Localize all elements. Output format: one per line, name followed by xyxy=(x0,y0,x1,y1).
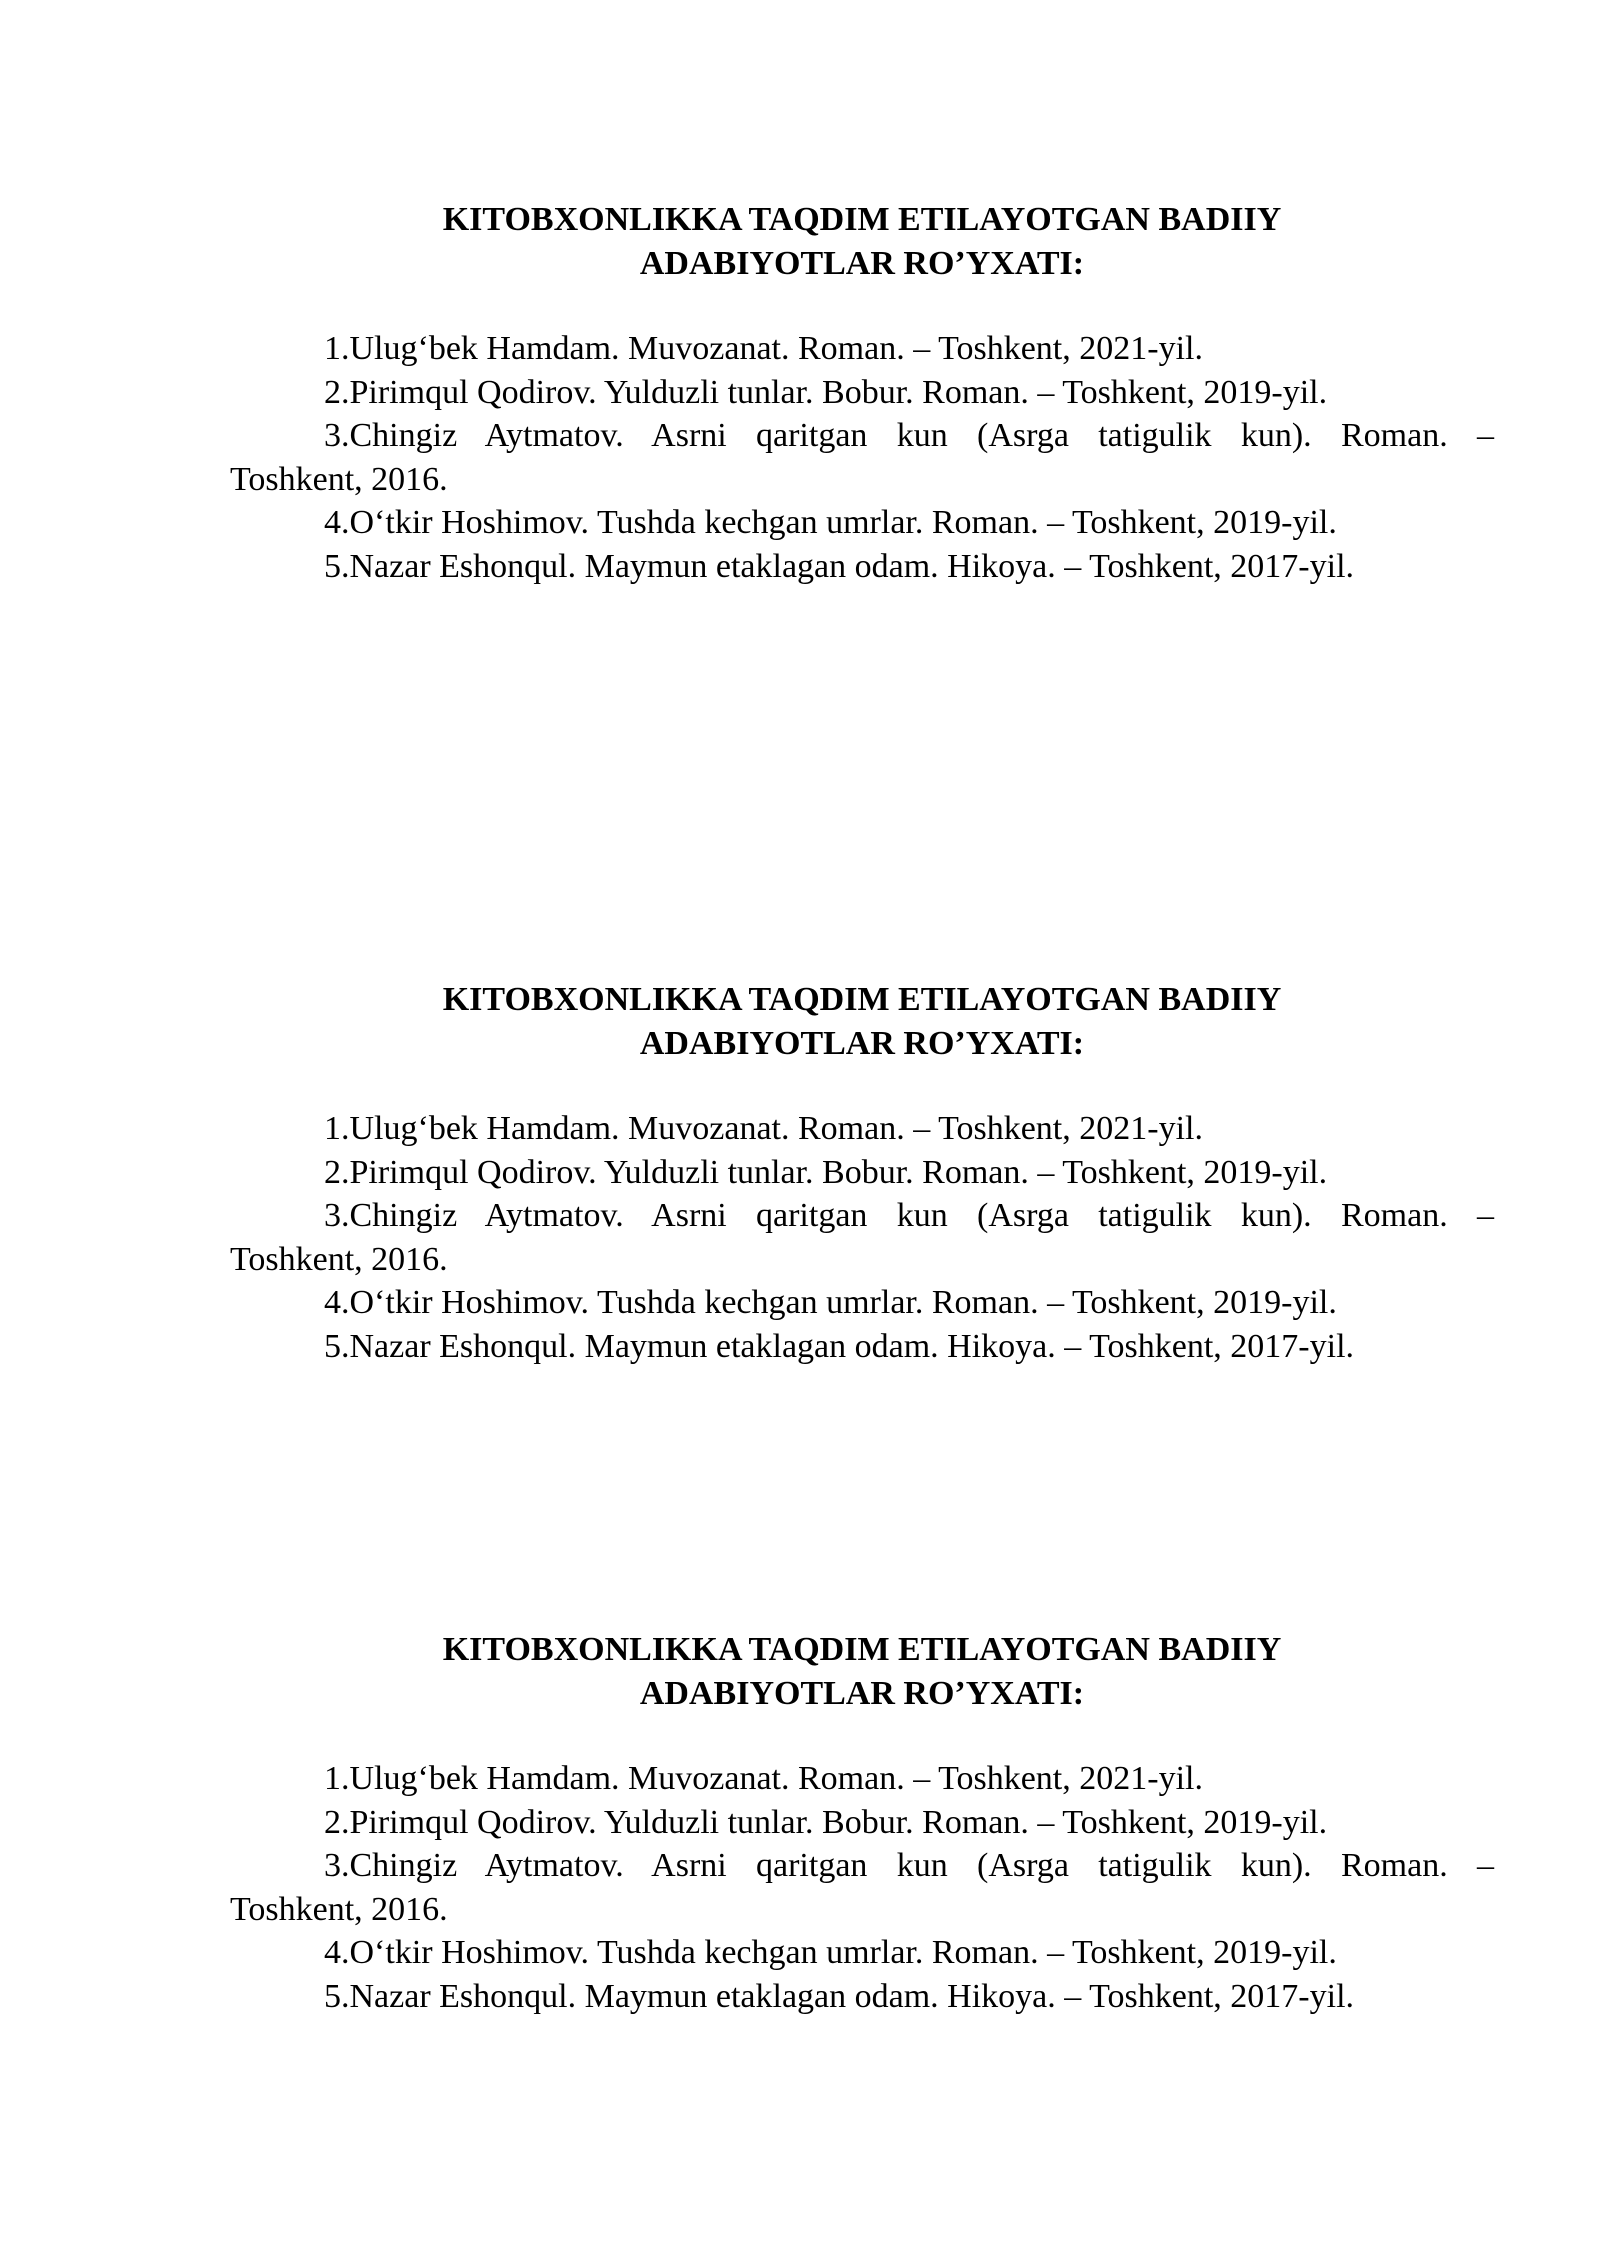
list-item-text: 5.Nazar Eshonqul. Maymun etaklagan odam. Hikoya. – Toshkent, 2017-yil. xyxy=(324,1327,1355,1365)
list-item-text: 4.O‘tkir Hoshimov. Tushda kechgan umrlar. Roman. – Toshkent, 2019-yil. xyxy=(324,504,1337,541)
list-item xyxy=(230,545,1494,589)
list-item-text: 2.Pirimqul Qodirov. Yulduzli tunlar. Bobur. Roman. – Toshkent, 2019-yil. xyxy=(324,1153,1328,1191)
list-item xyxy=(230,1194,1494,1281)
list-item-continuation: Toshkent, 2016. xyxy=(230,1240,448,1278)
section-heading xyxy=(230,1628,1494,1716)
list-item-text: 5.Nazar Eshonqul. Maymun etaklagan odam. Hikoya. – Toshkent, 2017-yil. xyxy=(324,547,1355,585)
list-item-text: 1.Ulug‘bek Hamdam. Muvozanat. Roman. – Toshkent, 2021-yil. xyxy=(324,1760,1203,1797)
list-item-text: 3.Chingiz Aytmatov. Asrni qaritgan kun (Asrga tatigulik kun). Roman. – xyxy=(324,1197,1494,1234)
reading-list-section xyxy=(230,1628,1494,2018)
section-heading xyxy=(230,978,1494,1066)
list-item xyxy=(230,1151,1494,1195)
list-item-text: 5.Nazar Eshonqul. Maymun etaklagan odam. Hikoya. – Toshkent, 2017-yil. xyxy=(324,1977,1355,2015)
list-item xyxy=(230,371,1494,415)
list-item xyxy=(230,1281,1494,1325)
heading-line-1: KITOBXONLIKKA TAQDIM ETILAYOTGAN BADIIY xyxy=(442,981,1282,1018)
book-list xyxy=(230,327,1494,588)
list-item-text: 2.Pirimqul Qodirov. Yulduzli tunlar. Bobur. Roman. – Toshkent, 2019-yil. xyxy=(324,1803,1328,1841)
list-item xyxy=(230,327,1494,371)
list-item xyxy=(230,1325,1494,1369)
reading-list-section xyxy=(230,198,1494,588)
list-item xyxy=(230,1801,1494,1845)
heading-line-2: ADABIYOTLAR RO’YXATI: xyxy=(639,1675,1085,1712)
list-item-continuation: Toshkent, 2016. xyxy=(230,460,448,498)
list-item-text: 1.Ulug‘bek Hamdam. Muvozanat. Roman. – Toshkent, 2021-yil. xyxy=(324,1110,1203,1147)
heading-line-2: ADABIYOTLAR RO’YXATI: xyxy=(639,1025,1085,1062)
book-list xyxy=(230,1107,1494,1368)
list-item xyxy=(230,501,1494,545)
list-item-text: 2.Pirimqul Qodirov. Yulduzli tunlar. Bobur. Roman. – Toshkent, 2019-yil. xyxy=(324,373,1328,411)
heading-line-1: KITOBXONLIKKA TAQDIM ETILAYOTGAN BADIIY xyxy=(442,1631,1282,1668)
heading-line-1: KITOBXONLIKKA TAQDIM ETILAYOTGAN BADIIY xyxy=(442,201,1282,238)
list-item xyxy=(230,1931,1494,1975)
list-item-text: 4.O‘tkir Hoshimov. Tushda kechgan umrlar. Roman. – Toshkent, 2019-yil. xyxy=(324,1284,1337,1321)
list-item xyxy=(230,1757,1494,1801)
section-heading xyxy=(230,198,1494,286)
list-item-text: 1.Ulug‘bek Hamdam. Muvozanat. Roman. – Toshkent, 2021-yil. xyxy=(324,330,1203,367)
list-item xyxy=(230,1107,1494,1151)
heading-line-2: ADABIYOTLAR RO’YXATI: xyxy=(639,245,1085,282)
list-item-text: 3.Chingiz Aytmatov. Asrni qaritgan kun (Asrga tatigulik kun). Roman. – xyxy=(324,1847,1494,1884)
book-list xyxy=(230,1757,1494,2018)
list-item xyxy=(230,1975,1494,2019)
list-item xyxy=(230,414,1494,501)
list-item-text: 3.Chingiz Aytmatov. Asrni qaritgan kun (Asrga tatigulik kun). Roman. – xyxy=(324,417,1494,454)
list-item xyxy=(230,1844,1494,1931)
list-item-text: 4.O‘tkir Hoshimov. Tushda kechgan umrlar. Roman. – Toshkent, 2019-yil. xyxy=(324,1934,1337,1971)
reading-list-section xyxy=(230,978,1494,1368)
list-item-continuation: Toshkent, 2016. xyxy=(230,1890,448,1928)
